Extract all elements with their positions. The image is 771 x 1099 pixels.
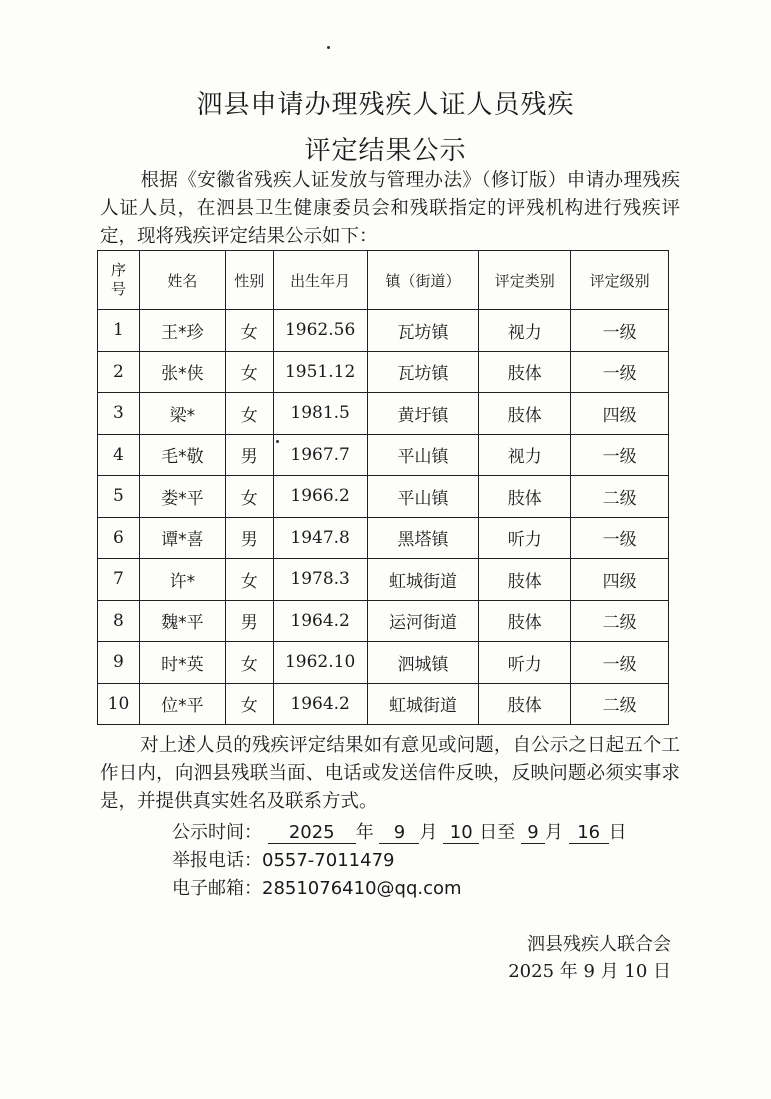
table-cell: 9 xyxy=(98,642,140,684)
column-header: 镇（街道） xyxy=(367,251,479,310)
table-header-row xyxy=(98,251,669,310)
table-cell: 4 xyxy=(98,434,140,476)
table-cell: 二级 xyxy=(571,600,669,642)
table-cell: 6 xyxy=(98,517,140,559)
column-header: 评定级别 xyxy=(571,251,669,310)
column-header: 评定类别 xyxy=(479,251,571,310)
phone-label: 举报电话： xyxy=(172,850,262,871)
table-cell: 毛*敬 xyxy=(139,434,225,476)
scan-speck xyxy=(327,46,330,49)
table-cell: 视力 xyxy=(479,434,571,476)
signature-org: 泗县残疾人联合会 xyxy=(527,934,671,955)
table-cell: 1981.5 xyxy=(273,393,367,435)
table-cell: 1962.56 xyxy=(273,310,367,352)
period-start-month: 9 xyxy=(379,823,419,844)
table-cell: 平山镇 xyxy=(367,476,479,518)
period-label: 公示时间： xyxy=(172,822,262,843)
table-cell: 一级 xyxy=(571,351,669,393)
period-end-month: 9 xyxy=(521,823,545,844)
table-cell: 瓦坊镇 xyxy=(367,310,479,352)
table-cell: 一级 xyxy=(571,642,669,684)
table-cell: 许* xyxy=(139,559,225,601)
notice-text: 对上述人员的残疾评定结果如有意见或问题，自公示之日起五个工作日内，向泗县残联当面、电话或发送信件反映，反映问题必须实事求是，并提供真实姓名及联系方式。 xyxy=(100,735,680,812)
table-cell: 女 xyxy=(225,476,273,518)
table-cell: 运河街道 xyxy=(367,600,479,642)
intro-text: 根据《安徽省残疾人证发放与管理办法》（修订版）申请办理残疾人证人员，在泗县卫生健康委员会和残联指定的评残机构进行残疾评定，现将残疾评定结果公示如下： xyxy=(100,170,680,247)
month-unit-2: 月 xyxy=(544,822,563,843)
table-cell: 一级 xyxy=(571,434,669,476)
table-cell: 视力 xyxy=(479,310,571,352)
table-cell: 一级 xyxy=(571,517,669,559)
table-cell: 泗城镇 xyxy=(367,642,479,684)
day-to: 日至 xyxy=(479,822,516,843)
period-year: 2025 xyxy=(268,823,356,844)
table-row xyxy=(98,517,669,559)
table-cell: 7 xyxy=(98,559,140,601)
table-cell: 3 xyxy=(98,393,140,435)
table-cell: 男 xyxy=(225,434,273,476)
column-header: 序 号 xyxy=(98,251,140,310)
table-cell: 1967.7 xyxy=(273,434,367,476)
table-cell: 男 xyxy=(225,600,273,642)
table-row xyxy=(98,600,669,642)
table-cell: 谭*喜 xyxy=(139,517,225,559)
table-cell: 1964.2 xyxy=(273,600,367,642)
table-cell: 四级 xyxy=(571,393,669,435)
table-cell: 肢体 xyxy=(479,351,571,393)
table-cell: 张*侠 xyxy=(139,351,225,393)
table-cell: 二级 xyxy=(571,683,669,725)
table-cell: 听力 xyxy=(479,642,571,684)
table-cell: 虹城街道 xyxy=(367,683,479,725)
table-cell: 一级 xyxy=(571,310,669,352)
table-cell: 听力 xyxy=(479,517,571,559)
year-unit: 年 xyxy=(355,822,374,843)
column-header: 性别 xyxy=(225,251,273,310)
table-cell: 男 xyxy=(225,517,273,559)
table-cell: 8 xyxy=(98,600,140,642)
phone-line xyxy=(172,846,394,872)
results-table xyxy=(97,250,669,725)
table-row xyxy=(98,642,669,684)
page-title-line2: 评定结果公示 xyxy=(304,136,467,166)
period-line xyxy=(172,818,627,844)
table-cell: 位*平 xyxy=(139,683,225,725)
period-end-day: 16 xyxy=(569,823,609,844)
table-row xyxy=(98,351,669,393)
table-row xyxy=(98,310,669,352)
table-cell: 2 xyxy=(98,351,140,393)
table-cell: 王*珍 xyxy=(139,310,225,352)
table-row xyxy=(98,434,669,476)
table-row xyxy=(98,393,669,435)
table-cell: 女 xyxy=(225,559,273,601)
table-cell: 1951.12 xyxy=(273,351,367,393)
table-cell: 肢体 xyxy=(479,683,571,725)
intro-paragraph xyxy=(100,167,680,251)
table-cell: 魏*平 xyxy=(139,600,225,642)
table-row xyxy=(98,559,669,601)
table-cell: 平山镇 xyxy=(367,434,479,476)
table-cell: 肢体 xyxy=(479,476,571,518)
table-cell: 1964.2 xyxy=(273,683,367,725)
table-cell: 虹城街道 xyxy=(367,559,479,601)
month-unit: 月 xyxy=(419,822,438,843)
table-cell: 女 xyxy=(225,683,273,725)
table-body xyxy=(98,310,669,725)
signature-date: 2025 年 9 月 10 日 xyxy=(508,961,671,982)
email-value: 2851076410@qq.com xyxy=(262,878,462,899)
table-cell: 5 xyxy=(98,476,140,518)
table-cell: 女 xyxy=(225,351,273,393)
table-cell: 1966.2 xyxy=(273,476,367,518)
table-cell: 肢体 xyxy=(479,559,571,601)
table-cell: 女 xyxy=(225,642,273,684)
email-line xyxy=(172,874,462,900)
table-cell: 1978.3 xyxy=(273,559,367,601)
table-cell: 四级 xyxy=(571,559,669,601)
day-unit: 日 xyxy=(608,822,627,843)
table-cell: 女 xyxy=(225,393,273,435)
table-cell: 二级 xyxy=(571,476,669,518)
table-cell: 时*英 xyxy=(139,642,225,684)
phone-value: 0557-7011479 xyxy=(262,850,395,871)
table-cell: 1947.8 xyxy=(273,517,367,559)
column-header: 姓名 xyxy=(139,251,225,310)
table-cell: 10 xyxy=(98,683,140,725)
table-cell: 肢体 xyxy=(479,600,571,642)
table-row xyxy=(98,476,669,518)
notice-paragraph xyxy=(100,732,680,816)
table-cell: 肢体 xyxy=(479,393,571,435)
table-cell: 1 xyxy=(98,310,140,352)
table-row xyxy=(98,683,669,725)
table-cell: 女 xyxy=(225,310,273,352)
column-header: 出生年月 xyxy=(273,251,367,310)
table-cell: 瓦坊镇 xyxy=(367,351,479,393)
table-cell: 娄*平 xyxy=(139,476,225,518)
table-cell: 黄圩镇 xyxy=(367,393,479,435)
table-cell: 1962.10 xyxy=(273,642,367,684)
period-start-day: 10 xyxy=(443,823,479,844)
table-cell: 黑塔镇 xyxy=(367,517,479,559)
table-cell: 梁* xyxy=(139,393,225,435)
email-label: 电子邮箱： xyxy=(172,878,262,899)
page-title-line1: 泗县申请办理残疾人证人员残疾 xyxy=(196,90,575,120)
